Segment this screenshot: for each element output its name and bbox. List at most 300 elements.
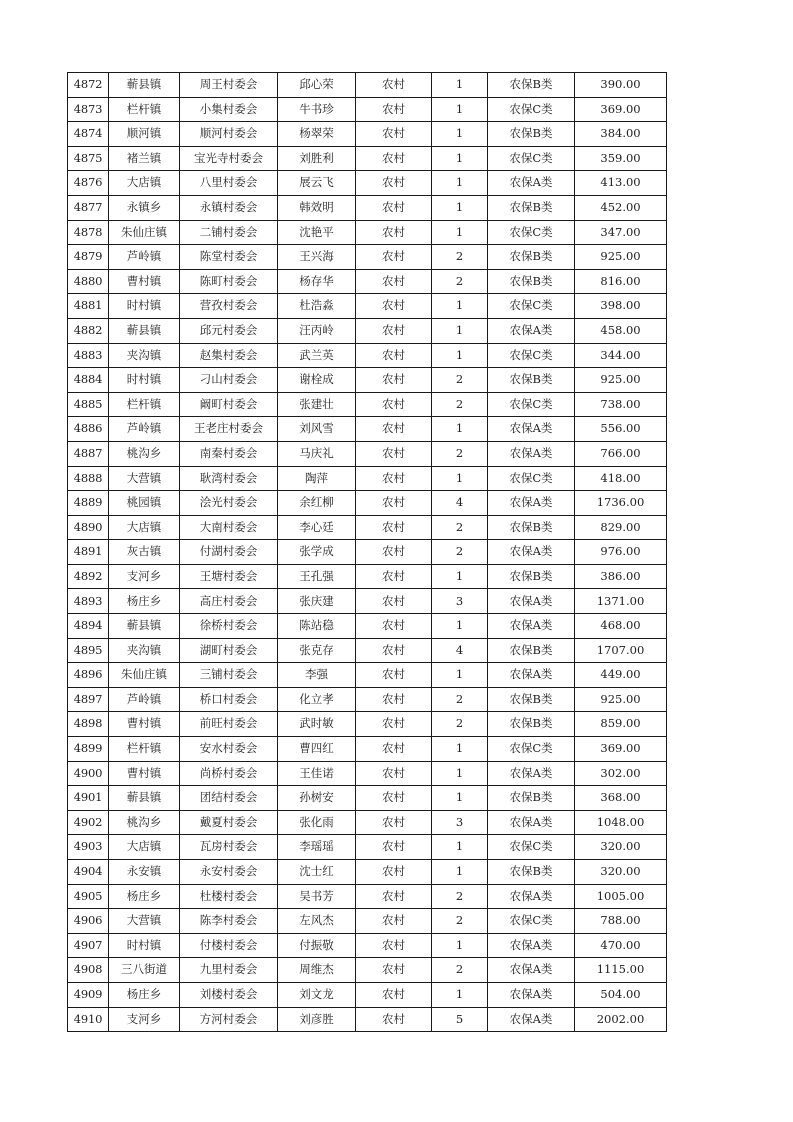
- name-cell: 陶萍: [278, 466, 356, 491]
- area-type-cell: 农村: [356, 294, 432, 319]
- table-row: [68, 761, 667, 786]
- amount-cell: 390.00: [575, 73, 667, 98]
- area-type-cell: 农村: [356, 146, 432, 171]
- household-count-cell: 1: [432, 146, 488, 171]
- record-id-cell: 4896: [68, 663, 109, 688]
- insurance-category-cell: 农保C类: [488, 343, 575, 368]
- village-committee-cell: 永安村委会: [180, 860, 278, 885]
- record-id-cell: 4874: [68, 122, 109, 147]
- insurance-category-cell: 农保A类: [488, 982, 575, 1007]
- record-id-cell: 4886: [68, 417, 109, 442]
- insurance-category-cell: 农保A类: [488, 663, 575, 688]
- area-type-cell: 农村: [356, 909, 432, 934]
- village-committee-cell: 刁山村委会: [180, 368, 278, 393]
- town-cell: 灰古镇: [109, 540, 180, 565]
- area-type-cell: 农村: [356, 810, 432, 835]
- insurance-category-cell: 农保B类: [488, 860, 575, 885]
- insurance-category-cell: 农保B类: [488, 195, 575, 220]
- amount-cell: 504.00: [575, 982, 667, 1007]
- table-row: [68, 614, 667, 639]
- name-cell: 谢栓成: [278, 368, 356, 393]
- amount-cell: 320.00: [575, 835, 667, 860]
- household-count-cell: 2: [432, 515, 488, 540]
- record-id-cell: 4879: [68, 245, 109, 270]
- village-committee-cell: 王塘村委会: [180, 564, 278, 589]
- town-cell: 栏杆镇: [109, 737, 180, 762]
- village-committee-cell: 杜楼村委会: [180, 884, 278, 909]
- town-cell: 褚兰镇: [109, 146, 180, 171]
- area-type-cell: 农村: [356, 1007, 432, 1032]
- household-count-cell: 1: [432, 73, 488, 98]
- table-row: [68, 589, 667, 614]
- village-committee-cell: 王老庄村委会: [180, 417, 278, 442]
- village-committee-cell: 前旺村委会: [180, 712, 278, 737]
- village-committee-cell: 徐桥村委会: [180, 614, 278, 639]
- household-count-cell: 1: [432, 761, 488, 786]
- household-count-cell: 1: [432, 195, 488, 220]
- amount-cell: 925.00: [575, 368, 667, 393]
- table-row: [68, 146, 667, 171]
- record-id-cell: 4888: [68, 466, 109, 491]
- insurance-category-cell: 农保B类: [488, 712, 575, 737]
- town-cell: 杨庄乡: [109, 982, 180, 1007]
- record-id-cell: 4893: [68, 589, 109, 614]
- insurance-category-cell: 农保B类: [488, 786, 575, 811]
- town-cell: 曹村镇: [109, 761, 180, 786]
- record-id-cell: 4891: [68, 540, 109, 565]
- record-id-cell: 4878: [68, 220, 109, 245]
- record-id-cell: 4902: [68, 810, 109, 835]
- name-cell: 沈士红: [278, 860, 356, 885]
- area-type-cell: 农村: [356, 343, 432, 368]
- insurance-category-cell: 农保B类: [488, 122, 575, 147]
- amount-cell: 369.00: [575, 737, 667, 762]
- table-row: [68, 687, 667, 712]
- household-count-cell: 1: [432, 933, 488, 958]
- name-cell: 武时敏: [278, 712, 356, 737]
- town-cell: 蕲县镇: [109, 73, 180, 98]
- insurance-category-cell: 农保C类: [488, 146, 575, 171]
- town-cell: 大店镇: [109, 835, 180, 860]
- village-committee-cell: 永镇村委会: [180, 195, 278, 220]
- amount-cell: 788.00: [575, 909, 667, 934]
- name-cell: 武兰英: [278, 343, 356, 368]
- name-cell: 孙树安: [278, 786, 356, 811]
- village-committee-cell: 安水村委会: [180, 737, 278, 762]
- table-row: [68, 294, 667, 319]
- amount-cell: 369.00: [575, 97, 667, 122]
- household-count-cell: 1: [432, 564, 488, 589]
- insurance-category-cell: 农保A类: [488, 884, 575, 909]
- household-count-cell: 5: [432, 1007, 488, 1032]
- village-committee-cell: 戴夏村委会: [180, 810, 278, 835]
- record-id-cell: 4881: [68, 294, 109, 319]
- record-id-cell: 4892: [68, 564, 109, 589]
- name-cell: 曹四红: [278, 737, 356, 762]
- area-type-cell: 农村: [356, 245, 432, 270]
- area-type-cell: 农村: [356, 761, 432, 786]
- town-cell: 大店镇: [109, 515, 180, 540]
- name-cell: 刘风雪: [278, 417, 356, 442]
- household-count-cell: 2: [432, 392, 488, 417]
- insurance-category-cell: 农保C类: [488, 97, 575, 122]
- area-type-cell: 农村: [356, 220, 432, 245]
- area-type-cell: 农村: [356, 195, 432, 220]
- name-cell: 张化雨: [278, 810, 356, 835]
- name-cell: 吴书芳: [278, 884, 356, 909]
- table-row: [68, 933, 667, 958]
- insurance-category-cell: 农保A类: [488, 933, 575, 958]
- village-committee-cell: 阚町村委会: [180, 392, 278, 417]
- area-type-cell: 农村: [356, 712, 432, 737]
- table-row: [68, 712, 667, 737]
- household-count-cell: 1: [432, 122, 488, 147]
- table-row: [68, 73, 667, 98]
- town-cell: 桃沟乡: [109, 810, 180, 835]
- household-count-cell: 2: [432, 441, 488, 466]
- insurance-category-cell: 农保B类: [488, 368, 575, 393]
- town-cell: 大营镇: [109, 466, 180, 491]
- town-cell: 芦岭镇: [109, 417, 180, 442]
- household-count-cell: 1: [432, 835, 488, 860]
- amount-cell: 344.00: [575, 343, 667, 368]
- table-row: [68, 663, 667, 688]
- table-row: [68, 737, 667, 762]
- area-type-cell: 农村: [356, 835, 432, 860]
- amount-cell: 766.00: [575, 441, 667, 466]
- name-cell: 李强: [278, 663, 356, 688]
- household-count-cell: 2: [432, 909, 488, 934]
- table-row: [68, 515, 667, 540]
- town-cell: 三八街道: [109, 958, 180, 983]
- table-row: [68, 97, 667, 122]
- area-type-cell: 农村: [356, 982, 432, 1007]
- insurance-category-cell: 农保C类: [488, 220, 575, 245]
- table-row: [68, 195, 667, 220]
- area-type-cell: 农村: [356, 97, 432, 122]
- amount-cell: 976.00: [575, 540, 667, 565]
- area-type-cell: 农村: [356, 884, 432, 909]
- town-cell: 大营镇: [109, 909, 180, 934]
- village-committee-cell: 湖町村委会: [180, 638, 278, 663]
- town-cell: 大店镇: [109, 171, 180, 196]
- table-row: [68, 835, 667, 860]
- area-type-cell: 农村: [356, 663, 432, 688]
- insurance-category-cell: 农保A类: [488, 441, 575, 466]
- table-row: [68, 564, 667, 589]
- insurance-category-cell: 农保A类: [488, 589, 575, 614]
- household-count-cell: 1: [432, 318, 488, 343]
- name-cell: 李瑶瑶: [278, 835, 356, 860]
- insurance-category-cell: 农保A类: [488, 1007, 575, 1032]
- household-count-cell: 1: [432, 417, 488, 442]
- amount-cell: 2002.00: [575, 1007, 667, 1032]
- amount-cell: 1736.00: [575, 491, 667, 516]
- record-id-cell: 4877: [68, 195, 109, 220]
- household-count-cell: 2: [432, 269, 488, 294]
- insurance-category-cell: 农保A类: [488, 810, 575, 835]
- insurance-category-cell: 农保B类: [488, 515, 575, 540]
- amount-cell: 359.00: [575, 146, 667, 171]
- household-count-cell: 2: [432, 712, 488, 737]
- record-id-cell: 4872: [68, 73, 109, 98]
- table-row: [68, 343, 667, 368]
- insurance-category-cell: 农保A类: [488, 171, 575, 196]
- amount-cell: 302.00: [575, 761, 667, 786]
- amount-cell: 452.00: [575, 195, 667, 220]
- name-cell: 李心廷: [278, 515, 356, 540]
- amount-cell: 413.00: [575, 171, 667, 196]
- amount-cell: 738.00: [575, 392, 667, 417]
- household-count-cell: 1: [432, 614, 488, 639]
- amount-cell: 320.00: [575, 860, 667, 885]
- record-id-cell: 4909: [68, 982, 109, 1007]
- area-type-cell: 农村: [356, 589, 432, 614]
- name-cell: 杨翠荣: [278, 122, 356, 147]
- name-cell: 左风杰: [278, 909, 356, 934]
- household-count-cell: 2: [432, 884, 488, 909]
- area-type-cell: 农村: [356, 73, 432, 98]
- area-type-cell: 农村: [356, 171, 432, 196]
- name-cell: 陈站稳: [278, 614, 356, 639]
- name-cell: 张建壮: [278, 392, 356, 417]
- village-committee-cell: 付楼村委会: [180, 933, 278, 958]
- table-row: [68, 392, 667, 417]
- name-cell: 王兴海: [278, 245, 356, 270]
- area-type-cell: 农村: [356, 515, 432, 540]
- household-count-cell: 2: [432, 245, 488, 270]
- area-type-cell: 农村: [356, 786, 432, 811]
- household-count-cell: 1: [432, 97, 488, 122]
- record-id-cell: 4880: [68, 269, 109, 294]
- table-row: [68, 245, 667, 270]
- insurance-category-cell: 农保C类: [488, 294, 575, 319]
- record-id-cell: 4882: [68, 318, 109, 343]
- town-cell: 朱仙庄镇: [109, 220, 180, 245]
- town-cell: 栏杆镇: [109, 97, 180, 122]
- town-cell: 芦岭镇: [109, 687, 180, 712]
- table-row: [68, 368, 667, 393]
- record-id-cell: 4876: [68, 171, 109, 196]
- table-row: [68, 318, 667, 343]
- records-table: [67, 72, 667, 1032]
- record-id-cell: 4889: [68, 491, 109, 516]
- name-cell: 杨存华: [278, 269, 356, 294]
- area-type-cell: 农村: [356, 614, 432, 639]
- town-cell: 芦岭镇: [109, 245, 180, 270]
- name-cell: 韩效明: [278, 195, 356, 220]
- area-type-cell: 农村: [356, 933, 432, 958]
- amount-cell: 384.00: [575, 122, 667, 147]
- town-cell: 时村镇: [109, 368, 180, 393]
- village-committee-cell: 营孜村委会: [180, 294, 278, 319]
- record-id-cell: 4905: [68, 884, 109, 909]
- village-committee-cell: 团结村委会: [180, 786, 278, 811]
- village-committee-cell: 尚桥村委会: [180, 761, 278, 786]
- insurance-category-cell: 农保A类: [488, 417, 575, 442]
- household-count-cell: 1: [432, 737, 488, 762]
- amount-cell: 470.00: [575, 933, 667, 958]
- name-cell: 张庆建: [278, 589, 356, 614]
- household-count-cell: 2: [432, 368, 488, 393]
- insurance-category-cell: 农保B类: [488, 73, 575, 98]
- village-committee-cell: 桥口村委会: [180, 687, 278, 712]
- amount-cell: 816.00: [575, 269, 667, 294]
- village-committee-cell: 三铺村委会: [180, 663, 278, 688]
- insurance-category-cell: 农保B类: [488, 564, 575, 589]
- insurance-category-cell: 农保A类: [488, 491, 575, 516]
- household-count-cell: 4: [432, 491, 488, 516]
- area-type-cell: 农村: [356, 318, 432, 343]
- name-cell: 刘文龙: [278, 982, 356, 1007]
- name-cell: 王孔强: [278, 564, 356, 589]
- table-row: [68, 171, 667, 196]
- amount-cell: 1707.00: [575, 638, 667, 663]
- amount-cell: 449.00: [575, 663, 667, 688]
- town-cell: 支河乡: [109, 1007, 180, 1032]
- table-row: [68, 122, 667, 147]
- insurance-category-cell: 农保C类: [488, 737, 575, 762]
- name-cell: 刘胜利: [278, 146, 356, 171]
- table-row: [68, 491, 667, 516]
- village-committee-cell: 陈李村委会: [180, 909, 278, 934]
- household-count-cell: 4: [432, 638, 488, 663]
- record-id-cell: 4906: [68, 909, 109, 934]
- record-id-cell: 4904: [68, 860, 109, 885]
- area-type-cell: 农村: [356, 269, 432, 294]
- town-cell: 蕲县镇: [109, 786, 180, 811]
- record-id-cell: 4885: [68, 392, 109, 417]
- name-cell: 周维杰: [278, 958, 356, 983]
- village-committee-cell: 瓦房村委会: [180, 835, 278, 860]
- household-count-cell: 3: [432, 589, 488, 614]
- insurance-category-cell: 农保B类: [488, 269, 575, 294]
- village-committee-cell: 九里村委会: [180, 958, 278, 983]
- table-row: [68, 982, 667, 1007]
- amount-cell: 1115.00: [575, 958, 667, 983]
- area-type-cell: 农村: [356, 417, 432, 442]
- household-count-cell: 1: [432, 171, 488, 196]
- amount-cell: 1005.00: [575, 884, 667, 909]
- amount-cell: 1048.00: [575, 810, 667, 835]
- insurance-category-cell: 农保C类: [488, 466, 575, 491]
- record-id-cell: 4875: [68, 146, 109, 171]
- household-count-cell: 1: [432, 343, 488, 368]
- record-id-cell: 4873: [68, 97, 109, 122]
- village-committee-cell: 小集村委会: [180, 97, 278, 122]
- record-id-cell: 4908: [68, 958, 109, 983]
- area-type-cell: 农村: [356, 466, 432, 491]
- town-cell: 蕲县镇: [109, 318, 180, 343]
- name-cell: 张克存: [278, 638, 356, 663]
- area-type-cell: 农村: [356, 540, 432, 565]
- amount-cell: 468.00: [575, 614, 667, 639]
- town-cell: 时村镇: [109, 933, 180, 958]
- table-row: [68, 909, 667, 934]
- village-committee-cell: 高庄村委会: [180, 589, 278, 614]
- table-row: [68, 958, 667, 983]
- household-count-cell: 1: [432, 860, 488, 885]
- area-type-cell: 农村: [356, 368, 432, 393]
- household-count-cell: 1: [432, 982, 488, 1007]
- name-cell: 马庆礼: [278, 441, 356, 466]
- amount-cell: 458.00: [575, 318, 667, 343]
- name-cell: 余红柳: [278, 491, 356, 516]
- record-id-cell: 4910: [68, 1007, 109, 1032]
- household-count-cell: 1: [432, 786, 488, 811]
- area-type-cell: 农村: [356, 860, 432, 885]
- insurance-category-cell: 农保B类: [488, 245, 575, 270]
- amount-cell: 386.00: [575, 564, 667, 589]
- village-committee-cell: 付湖村委会: [180, 540, 278, 565]
- village-committee-cell: 方河村委会: [180, 1007, 278, 1032]
- record-id-cell: 4894: [68, 614, 109, 639]
- town-cell: 曹村镇: [109, 712, 180, 737]
- record-id-cell: 4907: [68, 933, 109, 958]
- amount-cell: 829.00: [575, 515, 667, 540]
- household-count-cell: 2: [432, 687, 488, 712]
- table-row: [68, 860, 667, 885]
- area-type-cell: 农村: [356, 564, 432, 589]
- name-cell: 杜浩淼: [278, 294, 356, 319]
- town-cell: 曹村镇: [109, 269, 180, 294]
- insurance-category-cell: 农保A类: [488, 318, 575, 343]
- insurance-category-cell: 农保A类: [488, 761, 575, 786]
- record-id-cell: 4895: [68, 638, 109, 663]
- insurance-category-cell: 农保C类: [488, 909, 575, 934]
- amount-cell: 925.00: [575, 687, 667, 712]
- amount-cell: 556.00: [575, 417, 667, 442]
- record-id-cell: 4899: [68, 737, 109, 762]
- table-row: [68, 1007, 667, 1032]
- table-body: [68, 73, 667, 1032]
- record-id-cell: 4884: [68, 368, 109, 393]
- area-type-cell: 农村: [356, 737, 432, 762]
- record-id-cell: 4903: [68, 835, 109, 860]
- table-row: [68, 786, 667, 811]
- name-cell: 刘彦胜: [278, 1007, 356, 1032]
- name-cell: 付振敬: [278, 933, 356, 958]
- household-count-cell: 1: [432, 220, 488, 245]
- village-committee-cell: 顺河村委会: [180, 122, 278, 147]
- name-cell: 王佳诺: [278, 761, 356, 786]
- amount-cell: 859.00: [575, 712, 667, 737]
- village-committee-cell: 刘楼村委会: [180, 982, 278, 1007]
- insurance-category-cell: 农保C类: [488, 835, 575, 860]
- table-row: [68, 638, 667, 663]
- area-type-cell: 农村: [356, 638, 432, 663]
- household-count-cell: 3: [432, 810, 488, 835]
- village-committee-cell: 耿湾村委会: [180, 466, 278, 491]
- village-committee-cell: 二铺村委会: [180, 220, 278, 245]
- table-row: [68, 269, 667, 294]
- insurance-category-cell: 农保A类: [488, 540, 575, 565]
- insurance-category-cell: 农保C类: [488, 392, 575, 417]
- amount-cell: 398.00: [575, 294, 667, 319]
- town-cell: 顺河镇: [109, 122, 180, 147]
- town-cell: 时村镇: [109, 294, 180, 319]
- village-committee-cell: 南秦村委会: [180, 441, 278, 466]
- village-committee-cell: 大南村委会: [180, 515, 278, 540]
- village-committee-cell: 陈堂村委会: [180, 245, 278, 270]
- name-cell: 张学成: [278, 540, 356, 565]
- village-committee-cell: 陈町村委会: [180, 269, 278, 294]
- town-cell: 栏杆镇: [109, 392, 180, 417]
- town-cell: 永镇乡: [109, 195, 180, 220]
- area-type-cell: 农村: [356, 687, 432, 712]
- record-id-cell: 4901: [68, 786, 109, 811]
- household-count-cell: 1: [432, 663, 488, 688]
